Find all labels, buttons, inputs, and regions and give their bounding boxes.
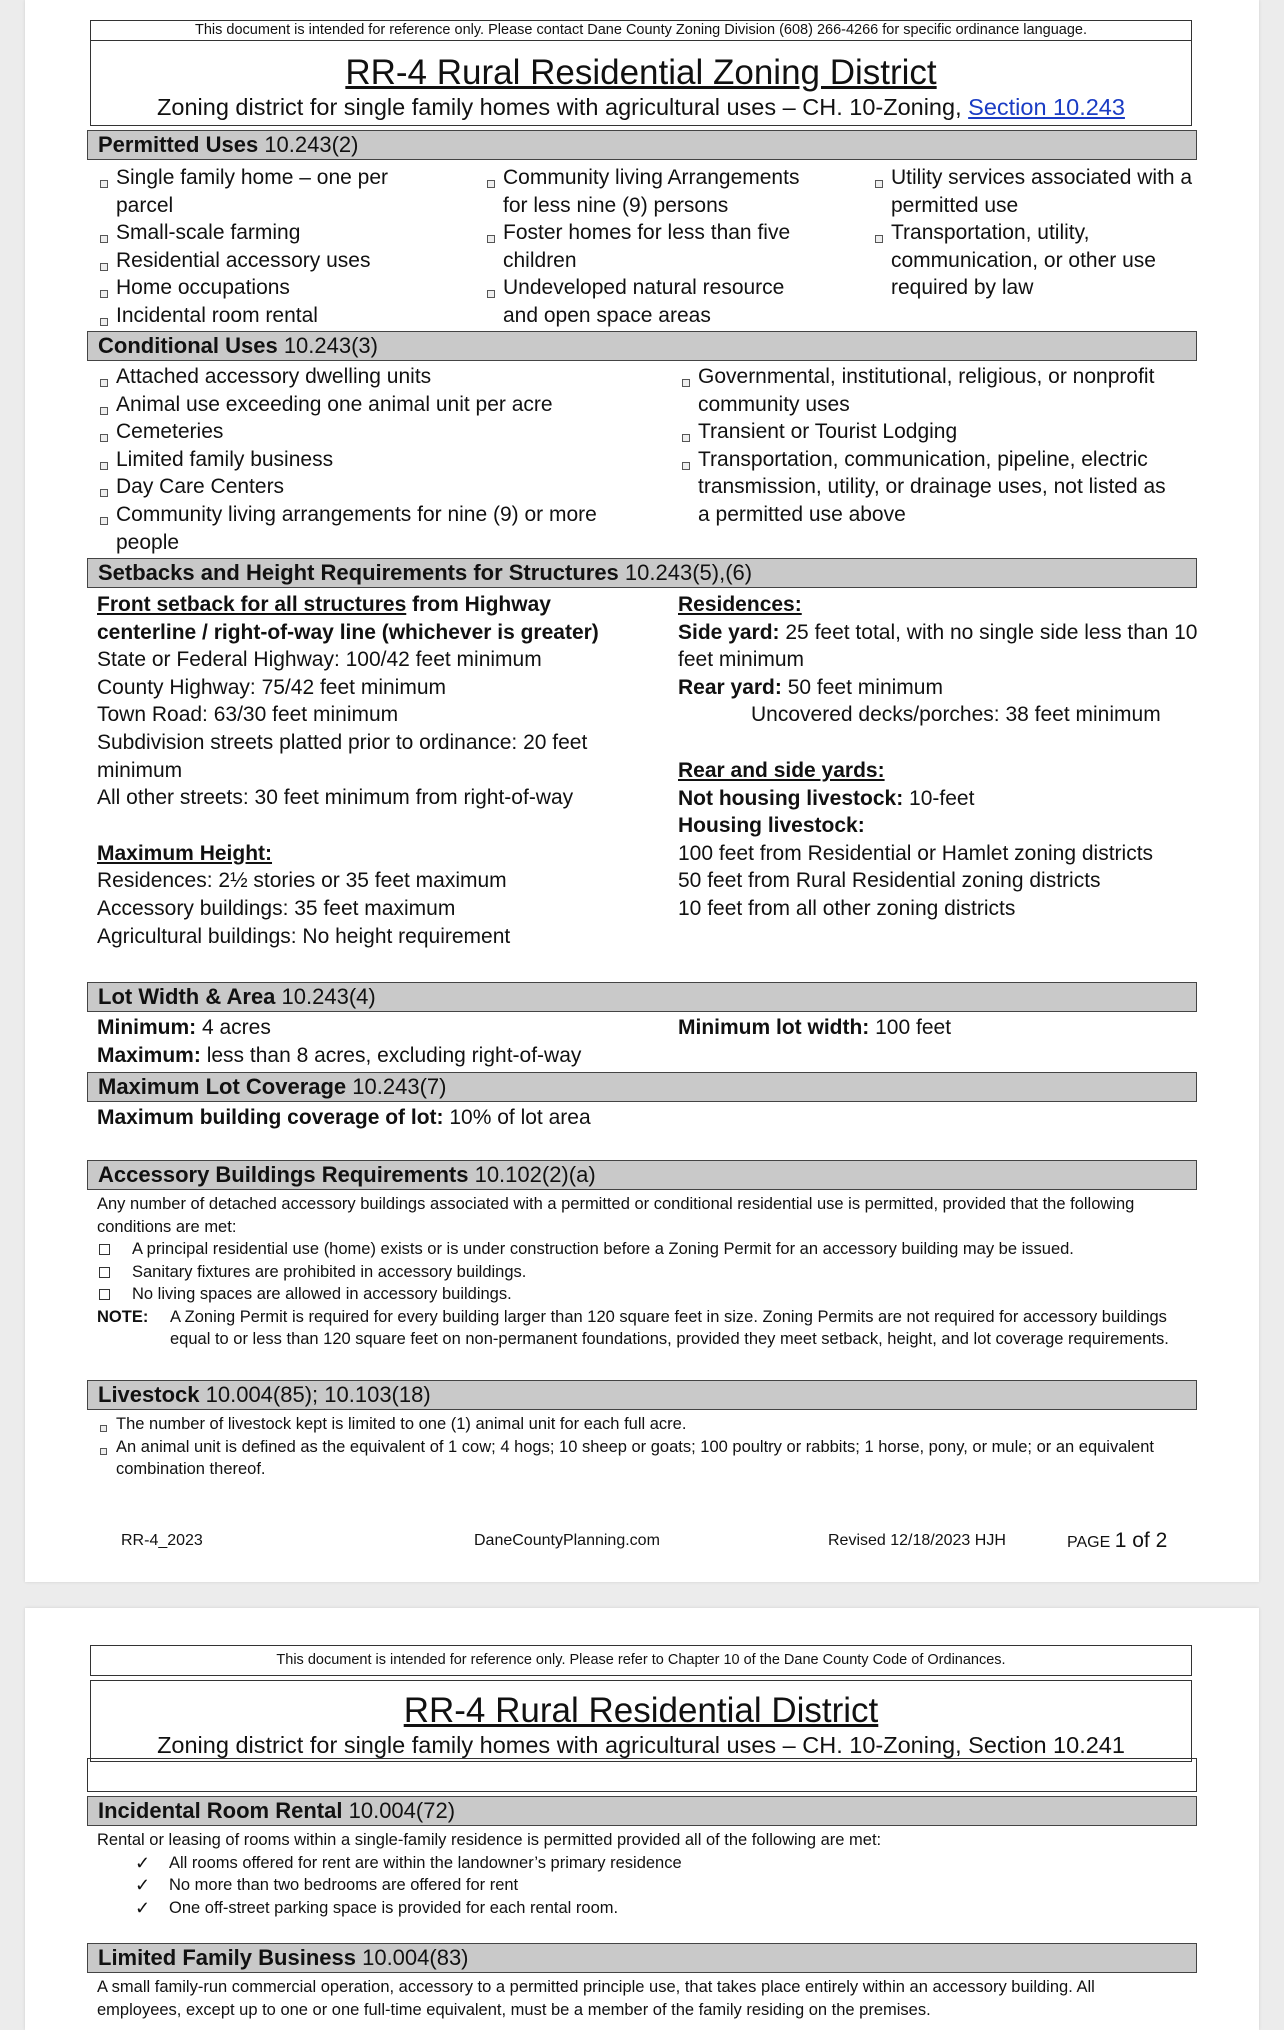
subtitle-text: Zoning district for single family homes with agricultural uses – CH. 10-Zoning,	[157, 94, 969, 120]
list-item-line: Residential accessory uses	[116, 248, 371, 272]
list-item	[97, 1283, 1207, 1306]
family-business-line-2: employees, except up to one or one full-time equivalent, must be a member of the family residing on the premises.	[97, 2000, 931, 2019]
list-item-line: and open space areas	[503, 303, 711, 327]
max-height-heading: Maximum Height:	[97, 841, 273, 865]
accessory-buildings-body	[97, 1193, 1207, 1351]
reference-notice	[90, 1645, 1192, 1676]
list-item-line: Foster homes for less than five	[503, 221, 791, 245]
footer-doc-id: RR-4_2023	[121, 1532, 203, 1549]
housing-livestock-line: 50 feet from Rural Residential zoning districts	[678, 869, 1101, 893]
permitted-col-3	[872, 164, 1252, 302]
max-height-line: Accessory buildings: 35 feet maximum	[97, 896, 456, 920]
bullet-list	[97, 363, 657, 556]
list-item-text: Sanitary fixtures are prohibited in accessory buildings.	[132, 1262, 527, 1281]
heading-code: 10.004(72)	[348, 1798, 456, 1823]
list-item	[484, 164, 864, 219]
note-line-1: A Zoning Permit is required for every building larger than 120 square feet in size. Zoning Permits are not required for accessory buildings	[170, 1307, 1167, 1326]
decks-porches-line: Uncovered decks/porches: 38 feet minimum	[751, 703, 1161, 727]
list-item	[97, 1897, 1207, 1920]
front-setback-heading-underlined: Front setback for all structures	[97, 593, 407, 616]
bullet-list	[872, 164, 1252, 302]
list-item	[97, 446, 657, 474]
conditional-col-2	[679, 363, 1239, 529]
checkmark-icon: ✓	[135, 1875, 151, 1895]
list-item-line: Transportation, communication, pipeline, electric	[698, 447, 1148, 471]
lot-right-column	[678, 1014, 1238, 1042]
document-page-1	[25, 0, 1259, 1582]
lot-maximum-line	[97, 1042, 677, 1070]
lot-maximum-text: less than 8 acres, excluding right-of-way	[200, 1043, 582, 1067]
list-item-line: permitted use	[891, 193, 1019, 217]
permitted-col-2	[484, 164, 864, 330]
list-item	[679, 363, 1239, 418]
front-setback-line: All other streets: 30 feet minimum from right-of-way	[97, 786, 574, 810]
list-item-line: parcel	[116, 193, 174, 217]
front-setback-heading-rest: from Highway	[406, 593, 551, 616]
footer-revised: Revised 12/18/2023 HJH	[828, 1532, 1006, 1549]
empty-box	[87, 1758, 1197, 1792]
front-setback-line: State or Federal Highway: 100/42 feet minimum	[97, 648, 542, 672]
list-item	[97, 363, 657, 391]
side-yard-line	[678, 619, 1238, 647]
lot-coverage-body	[97, 1104, 997, 1132]
incidental-room-rental-heading	[87, 1796, 1197, 1826]
heading-label: Lot Width & Area	[98, 984, 276, 1009]
coverage-line	[97, 1104, 997, 1132]
list-item-text: One off-street parking space is provided for each rental room.	[169, 1898, 619, 1917]
permitted-col-1	[97, 164, 477, 330]
list-item-line: Governmental, institutional, religious, or nonprofit	[698, 365, 1155, 388]
front-setback-line: minimum	[97, 758, 183, 782]
lot-width-label: Minimum lot width:	[678, 1016, 870, 1039]
accessory-intro-line-1: Any number of detached accessory buildings associated with a permitted or conditional residential use is permitted, provided that the following	[97, 1195, 1135, 1213]
family-business-line-1: A small family-run commercial operation, accessory to a permitted principle use, that takes place entirely within an accessory building. All	[97, 1978, 1095, 1996]
setbacks-right-column	[678, 591, 1238, 923]
front-setback-line: Town Road: 63/30 feet minimum	[97, 703, 399, 727]
lot-minimum-text: 4 acres	[196, 1016, 271, 1039]
livestock-list	[97, 1413, 1207, 1481]
lot-width-text: 100 feet	[869, 1016, 952, 1039]
bullet-list	[484, 164, 864, 330]
heading-code: 10.004(83)	[362, 1945, 469, 1970]
section-link[interactable]: Section 10.243	[968, 94, 1125, 120]
side-yard-label: Side yard:	[678, 620, 780, 644]
heading-code: 10.243(5),(6)	[624, 560, 753, 585]
list-item-text: All rooms offered for rent are within the landowner’s primary residence	[169, 1853, 682, 1872]
heading-label: Livestock	[98, 1382, 200, 1407]
max-height-line: Residences: 2½ stories or 35 feet maximum	[97, 869, 507, 893]
list-item-line: Day Care Centers	[116, 475, 285, 499]
lot-minimum-label: Minimum:	[97, 1016, 197, 1039]
list-item	[872, 164, 1252, 219]
max-height-line: Agricultural buildings: No height requirement	[97, 924, 511, 948]
list-item	[97, 1413, 1207, 1436]
list-item-line: Community living arrangements for nine (9) or more	[116, 502, 597, 526]
note-label: NOTE:	[97, 1307, 149, 1326]
checkmark-icon: ✓	[135, 1897, 151, 1918]
housing-livestock-line: 100 feet from Residential or Hamlet zoning districts	[678, 841, 1154, 865]
list-item-line: Cemeteries	[116, 420, 224, 444]
coverage-label: Maximum building coverage of lot:	[97, 1106, 444, 1129]
page-subtitle	[91, 93, 1191, 121]
footer-page-num: 1 of 2	[1114, 1529, 1168, 1552]
heading-label: Maximum Lot Coverage	[98, 1074, 347, 1099]
rental-intro: Rental or leasing of rooms within a single-family residence is permitted provided all of the following are met:	[97, 1831, 882, 1849]
side-yard-text: 25 feet total, with no single side less than 10	[779, 620, 1198, 644]
limited-family-business-heading	[87, 1943, 1197, 1973]
rear-yard-line	[678, 674, 1238, 702]
footer-page-label: PAGE	[1067, 1534, 1111, 1551]
list-item-line: community uses	[698, 392, 850, 416]
livestock-body	[97, 1413, 1207, 1481]
list-item	[97, 1874, 1207, 1897]
list-item-line: Limited family business	[116, 447, 334, 471]
list-item-line: Utility services associated with a	[891, 166, 1193, 189]
footer-site: DaneCountyPlanning.com	[474, 1532, 660, 1549]
document-page-2	[25, 1608, 1259, 2030]
list-item-text: A principal residential use (home) exists or is under construction before a Zoning Permit for an accessory building may be issued.	[132, 1240, 1074, 1258]
list-item-line: Undeveloped natural resource	[503, 276, 785, 300]
conditional-uses-heading	[87, 331, 1197, 361]
list-item-line: Transportation, utility,	[891, 221, 1090, 245]
accessory-note	[97, 1306, 1207, 1351]
setbacks-heading	[87, 558, 1197, 588]
accessory-conditions-list	[97, 1238, 1207, 1306]
lot-width-area-heading	[87, 982, 1197, 1012]
list-item-text: The number of livestock kept is limited to one (1) animal unit for each full acre.	[116, 1415, 687, 1433]
list-item-line: Incidental room rental	[116, 303, 318, 327]
page-title: RR-4 Rural Residential District	[403, 1691, 879, 1730]
accessory-buildings-heading	[87, 1160, 1197, 1190]
rear-side-yards-heading: Rear and side yards:	[678, 758, 885, 782]
list-item	[97, 302, 477, 330]
notice-text: This document is intended for reference only. Please contact Dane County Zoning Division (608) 266-4266 for specific ordinance language.	[195, 22, 1087, 38]
footer-page-number	[1067, 1529, 1167, 1553]
heading-code: 10.243(7)	[352, 1074, 447, 1099]
list-item	[97, 1852, 1207, 1875]
permitted-uses-heading	[87, 130, 1197, 160]
heading-label: Permitted Uses	[98, 132, 259, 157]
list-item	[97, 391, 657, 419]
list-item	[97, 219, 477, 247]
list-item-line: Animal use exceeding one animal unit per acre	[116, 392, 553, 416]
heading-label: Limited Family Business	[98, 1945, 356, 1970]
list-item	[97, 1238, 1207, 1261]
heading-code: 10.004(85); 10.103(18)	[205, 1382, 431, 1407]
list-item-text: combination thereof.	[116, 1460, 266, 1478]
setbacks-left-column	[97, 591, 677, 950]
rear-yard-text: 50 feet minimum	[781, 675, 943, 699]
lot-minimum-line	[97, 1014, 677, 1042]
list-item-line: transmission, utility, or drainage uses, not listed as	[698, 475, 1166, 499]
list-item	[97, 501, 657, 556]
list-item-line: Small-scale farming	[116, 221, 301, 245]
list-item-line: required by law	[891, 276, 1034, 300]
not-housing-text: 10-feet	[903, 786, 975, 810]
heading-label: Accessory Buildings Requirements	[98, 1162, 469, 1187]
conditional-col-1	[97, 363, 657, 556]
bullet-list	[97, 164, 477, 330]
list-item-text: No more than two bedrooms are offered for rent	[169, 1876, 519, 1894]
lot-width-line	[678, 1014, 1238, 1042]
list-item	[679, 446, 1239, 529]
housing-livestock-label: Housing livestock:	[678, 814, 865, 838]
list-item-line: a permitted use above	[698, 502, 906, 526]
heading-label: Conditional Uses	[98, 333, 278, 358]
reference-notice	[90, 20, 1192, 41]
list-item	[97, 473, 657, 501]
list-item-line: children	[503, 248, 577, 272]
page-subtitle: Zoning district for single family homes with agricultural uses – CH. 10-Zoning, Section 10.241	[157, 1732, 1125, 1758]
spacer	[97, 812, 677, 840]
list-item	[97, 274, 477, 302]
family-business-body	[97, 1976, 1207, 2021]
list-item-line: Home occupations	[116, 276, 290, 300]
rental-body	[97, 1829, 1207, 1919]
list-item	[97, 247, 477, 275]
list-item	[484, 219, 864, 274]
list-item-line: Attached accessory dwelling units	[116, 365, 432, 388]
rental-conditions-list	[97, 1852, 1207, 1920]
list-item-line: people	[116, 530, 180, 554]
front-setback-heading	[97, 591, 677, 619]
spacer	[678, 729, 1238, 757]
heading-label: Incidental Room Rental	[98, 1798, 343, 1823]
checkmark-icon: ✓	[135, 1852, 151, 1873]
title-box	[90, 1680, 1192, 1762]
heading-label: Setbacks and Height Requirements for Structures	[98, 560, 619, 585]
heading-code: 10.243(3)	[283, 333, 378, 358]
list-item	[679, 418, 1239, 446]
notice-text: This document is intended for reference only. Please refer to Chapter 10 of the Dane County Code of Ordinances.	[276, 1652, 1006, 1668]
list-item	[97, 1261, 1207, 1284]
front-setback-line: County Highway: 75/42 feet minimum	[97, 675, 446, 699]
coverage-text: 10% of lot area	[443, 1106, 591, 1129]
list-item	[97, 1436, 1207, 1481]
note-line-2: equal to or less than 120 square feet on non-permanent foundations, provided they meet setback, height, and lot coverage requirements.	[170, 1330, 1169, 1348]
bullet-list	[679, 363, 1239, 529]
list-item	[872, 219, 1252, 302]
heading-code: 10.243(4)	[281, 984, 376, 1009]
heading-code: 10.102(2)(a)	[474, 1162, 596, 1187]
front-setback-line: Subdivision streets platted prior to ordinance: 20 feet	[97, 730, 588, 754]
rear-yard-label: Rear yard:	[678, 675, 782, 699]
title-box	[90, 40, 1192, 126]
front-setback-lines	[97, 646, 677, 812]
list-item	[97, 418, 657, 446]
max-height-lines	[97, 867, 677, 950]
front-setback-heading-line-2: centerline / right-of-way line (whichever is greater)	[97, 620, 599, 644]
list-item-line: Single family home – one per	[116, 166, 388, 189]
list-item-line: communication, or other use	[891, 248, 1156, 272]
list-item	[97, 164, 477, 219]
not-housing-label: Not housing livestock:	[678, 786, 904, 810]
housing-livestock-lines	[678, 840, 1238, 923]
residences-heading: Residences:	[678, 593, 802, 616]
lot-maximum-label: Maximum:	[97, 1043, 201, 1067]
housing-livestock-line: 10 feet from all other zoning districts	[678, 896, 1016, 920]
side-yard-text-2: feet minimum	[678, 648, 805, 672]
livestock-heading	[87, 1380, 1197, 1410]
list-item-line: Transient or Tourist Lodging	[698, 420, 958, 444]
not-housing-livestock-line	[678, 785, 1238, 813]
list-item-text: An animal unit is defined as the equivalent of 1 cow; 4 hogs; 10 sheep or goats; 100 poultry or rabbits; 1 horse, pony, or mule; or an equivalent	[116, 1437, 1154, 1456]
list-item	[484, 274, 864, 329]
lot-left-column	[97, 1014, 677, 1069]
list-item-line: for less nine (9) persons	[503, 193, 729, 217]
list-item-line: Community living Arrangements	[503, 166, 800, 189]
list-item-text: No living spaces are allowed in accessory buildings.	[132, 1285, 512, 1303]
lot-coverage-heading	[87, 1072, 1197, 1102]
heading-code: 10.243(2)	[264, 132, 359, 157]
page-title: RR-4 Rural Residential Zoning District	[345, 53, 937, 92]
accessory-intro-line-2: conditions are met:	[97, 1217, 237, 1236]
